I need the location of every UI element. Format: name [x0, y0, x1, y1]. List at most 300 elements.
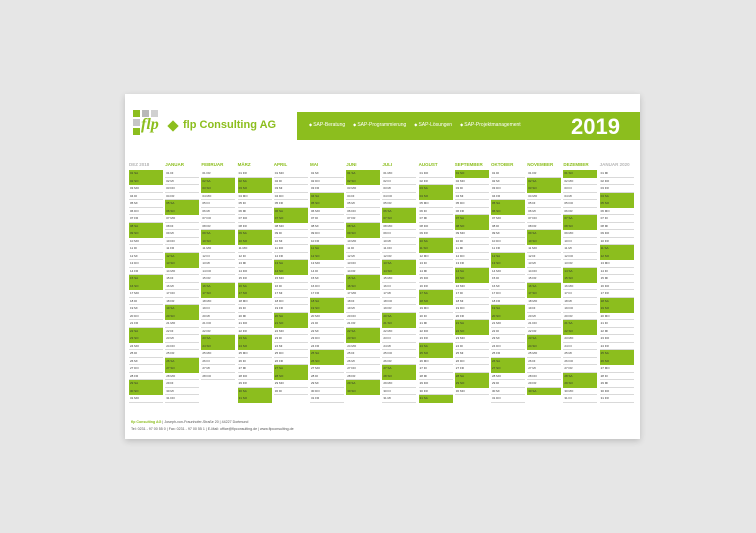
- day-row: 27 SA: [382, 365, 416, 373]
- day-row: 18 SA: [310, 298, 344, 306]
- day-row: 15 SA: [129, 275, 163, 283]
- day-row: 01 SA: [129, 170, 163, 178]
- day-row: 16 FR: [419, 283, 453, 291]
- day-row: 09 FR: [419, 230, 453, 238]
- day-row: 09 MO: [455, 230, 489, 238]
- day-row: 20 DO: [346, 313, 380, 321]
- day-row: 21 MO: [491, 320, 525, 328]
- day-row: 18 FR: [491, 298, 525, 306]
- day-row: 15 DO: [419, 275, 453, 283]
- day-row: 05 SA: [165, 200, 199, 208]
- day-row: 16 SO: [129, 283, 163, 291]
- day-row: 03 MI: [274, 185, 308, 193]
- day-row: 15 SO: [455, 275, 489, 283]
- day-row: 03 SA: [419, 185, 453, 193]
- day-row: 02 SA: [201, 178, 235, 186]
- day-row: 05 DO: [563, 200, 597, 208]
- day-row: 05 DO: [455, 200, 489, 208]
- service-item: ◆ SAP-Projektmanagement: [460, 122, 521, 128]
- day-row: 27 MO: [600, 365, 634, 373]
- day-row: 23 FR: [419, 335, 453, 343]
- month-column: [419, 162, 453, 402]
- day-row: 25 DO: [274, 350, 308, 358]
- day-row: 18 MO: [238, 298, 272, 306]
- day-row: 22 FR: [201, 328, 235, 336]
- day-row: 27 SA: [274, 365, 308, 373]
- day-row: 04 DO: [382, 193, 416, 201]
- month-column: [527, 162, 561, 402]
- month-column: [165, 162, 199, 402]
- day-row: 19 SA: [491, 305, 525, 313]
- footer-address: [131, 420, 248, 424]
- day-row: 31 SO: [238, 395, 272, 403]
- day-row: 06 DI: [419, 208, 453, 216]
- day-row: 28 FR: [129, 373, 163, 381]
- day-row: 26 SA: [165, 358, 199, 366]
- day-row: 24 MO: [129, 343, 163, 351]
- day-row: 29 SA: [346, 380, 380, 388]
- day-row: 05 SO: [310, 200, 344, 208]
- day-row: 06 MI: [238, 208, 272, 216]
- day-row: 15 SO: [563, 275, 597, 283]
- day-row: 15 MI: [310, 275, 344, 283]
- day-row: 29 FR: [238, 380, 272, 388]
- day-row: 28 FR: [346, 373, 380, 381]
- day-row: 19 SA: [165, 305, 199, 313]
- day-row: 14 SO: [274, 268, 308, 276]
- day-row: 13 SA: [382, 260, 416, 268]
- day-row: 18 MI: [455, 298, 489, 306]
- day-row: 02 MO: [563, 178, 597, 186]
- day-row: 24 SA: [419, 343, 453, 351]
- day-row: 11 SO: [419, 245, 453, 253]
- day-row: 10 SO: [201, 238, 235, 246]
- month-column: [310, 162, 344, 402]
- day-row: 15 MO: [382, 275, 416, 283]
- day-row: 20 SO: [165, 313, 199, 321]
- day-row: 03 DI: [455, 185, 489, 193]
- day-row: 03 MO: [346, 185, 380, 193]
- day-row: 07 FR: [346, 215, 380, 223]
- month-header: JANUAR 2020: [599, 162, 630, 167]
- day-row: 17 FR: [310, 290, 344, 298]
- day-row: 01 FR: [527, 170, 561, 178]
- day-row: 13 DO: [346, 260, 380, 268]
- day-row: 23 DI: [274, 335, 308, 343]
- day-row: 17 SO: [238, 290, 272, 298]
- day-row: 14 FR: [129, 268, 163, 276]
- day-row: 27 MI: [527, 365, 561, 373]
- day-row: 13 SO: [165, 260, 199, 268]
- day-row: 20 FR: [455, 313, 489, 321]
- day-row: 09 MO: [563, 230, 597, 238]
- day-row: 11 DI: [129, 245, 163, 253]
- day-row: 05 FR: [382, 200, 416, 208]
- day-row: 04 MI: [455, 193, 489, 201]
- day-row: 20 DO: [129, 313, 163, 321]
- day-row: 02 SA: [238, 178, 272, 186]
- day-row: 17 FR: [600, 290, 634, 298]
- day-row: 06 MO: [600, 208, 634, 216]
- day-row: 23 SA: [201, 335, 235, 343]
- day-row: 26 FR: [382, 358, 416, 366]
- day-row: 31 DO: [165, 395, 199, 403]
- day-row: 03 DO: [165, 185, 199, 193]
- day-row: 02 MO: [455, 178, 489, 186]
- day-row: 27 DO: [346, 365, 380, 373]
- day-row: 10 MI: [382, 238, 416, 246]
- day-row: 26 DI: [201, 358, 235, 366]
- month-header: DEZ 2018: [129, 162, 150, 167]
- day-row: 30 MI: [491, 388, 525, 396]
- diamond-icon: [167, 120, 178, 131]
- day-row: 21 FR: [346, 320, 380, 328]
- day-row: 25 DI: [129, 350, 163, 358]
- day-row: 21 SA: [455, 320, 489, 328]
- day-row: 12 SA: [165, 253, 199, 261]
- day-row: 30 MI: [165, 388, 199, 396]
- month-header: SEPTEMBER: [454, 162, 483, 167]
- day-row: 11 SA: [310, 245, 344, 253]
- day-row: 09 MI: [491, 230, 525, 238]
- day-row: 02 MI: [165, 178, 199, 186]
- day-row: 01 MO: [274, 170, 308, 178]
- day-row: 15 FR: [201, 275, 235, 283]
- day-row: 26 FR: [274, 358, 308, 366]
- day-row: 28 MO: [165, 373, 199, 381]
- footer-company: flp Consulting AG: [131, 420, 162, 424]
- day-row: 07 MO: [165, 215, 199, 223]
- day-row: 14 DO: [527, 268, 561, 276]
- day-row: 29 MO: [382, 380, 416, 388]
- day-row: 22 SO: [563, 328, 597, 336]
- day-row: 10 DO: [491, 238, 525, 246]
- day-row: 14 SA: [455, 268, 489, 276]
- day-row: 05 DI: [201, 200, 235, 208]
- day-row: 09 SA: [527, 230, 561, 238]
- day-row: 12 DI: [238, 253, 272, 261]
- day-row: 05 SA: [491, 200, 525, 208]
- day-row: 14 DI: [310, 268, 344, 276]
- day-row: 21 MO: [165, 320, 199, 328]
- day-row: 26 DI: [238, 358, 272, 366]
- month-header: NOVEMBER: [527, 162, 554, 167]
- day-row: 24 MI: [274, 343, 308, 351]
- day-row: 23 MO: [455, 335, 489, 343]
- day-row: 29 DI: [165, 380, 199, 388]
- day-row: 17 DI: [563, 290, 597, 298]
- day-row: 04 DO: [274, 193, 308, 201]
- day-row: 04 MI: [563, 193, 597, 201]
- day-row: 18 SA: [600, 298, 634, 306]
- day-row: 14 SO: [382, 268, 416, 276]
- day-row: 30 MO: [455, 388, 489, 396]
- day-row: 29 SO: [455, 380, 489, 388]
- day-row: 01 SO: [455, 170, 489, 178]
- day-row: 13 MI: [527, 260, 561, 268]
- day-row: 03 SO: [201, 185, 235, 193]
- day-row: 06 SO: [165, 208, 199, 216]
- day-row: 09 SA: [238, 230, 272, 238]
- day-row: 06 MI: [527, 208, 561, 216]
- day-row: 05 SO: [600, 200, 634, 208]
- day-row: 01 MI: [310, 170, 344, 178]
- day-row: 06 SO: [491, 208, 525, 216]
- day-row: 08 MO: [382, 223, 416, 231]
- day-row: 14 DO: [201, 268, 235, 276]
- day-row: 19 SO: [600, 305, 634, 313]
- day-row: 10 SO: [238, 238, 272, 246]
- day-row: 25 FR: [165, 350, 199, 358]
- day-row: 22 MI: [600, 328, 634, 336]
- day-row: 01 SO: [563, 170, 597, 178]
- month-header: JUNI: [346, 162, 357, 167]
- day-row: 30 SA: [238, 388, 272, 396]
- day-row: 30 DO: [310, 388, 344, 396]
- day-row: 19 MO: [419, 305, 453, 313]
- day-row: 30 DI: [382, 388, 416, 396]
- day-row: 17 SO: [201, 290, 235, 298]
- month-column: [491, 162, 525, 402]
- day-row: 22 FR: [238, 328, 272, 336]
- day-row: 03 SO: [238, 185, 272, 193]
- day-row: 25 MO: [201, 350, 235, 358]
- day-row: 20 MI: [201, 313, 235, 321]
- day-row: 03 FR: [310, 185, 344, 193]
- day-row: 21 SO: [382, 320, 416, 328]
- day-row: 19 DI: [527, 305, 561, 313]
- service-item: ◆ SAP-Beratung: [309, 122, 345, 128]
- day-row: 23 SO: [129, 335, 163, 343]
- day-row: 08 DO: [419, 223, 453, 231]
- day-row: 15 DI: [491, 275, 525, 283]
- day-row: 01 MO: [382, 170, 416, 178]
- day-row: 17 SO: [527, 290, 561, 298]
- day-row: 02 DI: [382, 178, 416, 186]
- day-row: 26 DO: [455, 358, 489, 366]
- day-row: 26 MI: [129, 358, 163, 366]
- month-header: JULI: [382, 162, 393, 167]
- day-row: 04 FR: [491, 193, 525, 201]
- day-row: 07 MI: [419, 215, 453, 223]
- day-row: 21 DO: [527, 320, 561, 328]
- day-row: 07 SO: [274, 215, 308, 223]
- day-row: 23 DI: [382, 335, 416, 343]
- day-row: 08 MI: [600, 223, 634, 231]
- day-row: 25 MI: [563, 350, 597, 358]
- day-row: 03 DO: [491, 185, 525, 193]
- day-row: 13 SO: [491, 260, 525, 268]
- day-row: 26 SO: [600, 358, 634, 366]
- month-header: FEBRUAR: [201, 162, 224, 167]
- day-row: 31 MO: [129, 395, 163, 403]
- day-row: 06 DO: [129, 208, 163, 216]
- day-row: 11 MO: [201, 245, 235, 253]
- day-row: 29 SA: [129, 380, 163, 388]
- day-row: 15 MI: [600, 275, 634, 283]
- day-row: 13 FR: [455, 260, 489, 268]
- day-row: 22 SA: [129, 328, 163, 336]
- day-row: 20 MI: [527, 313, 561, 321]
- day-row: 10 FR: [600, 238, 634, 246]
- footer-contact: Tel: 0231 - 97 00 55 0 | Fax: 0231 - 97 00 55 1 | E-Mail: office@flpconsulting.de | www.flpconsulting.de: [131, 427, 294, 431]
- day-row: 15 FR: [527, 275, 561, 283]
- month-column: [600, 162, 634, 402]
- day-row: 16 MO: [563, 283, 597, 291]
- day-row: 19 SO: [310, 305, 344, 313]
- day-row: 01 FR: [201, 170, 235, 178]
- day-row: 12 FR: [274, 253, 308, 261]
- day-row: 21 MI: [419, 320, 453, 328]
- day-row: 10 MI: [274, 238, 308, 246]
- day-row: 02 SO: [346, 178, 380, 186]
- day-row: 15 DI: [165, 275, 199, 283]
- day-row: 19 FR: [274, 305, 308, 313]
- day-row: 16 SA: [527, 283, 561, 291]
- day-row: 16 SO: [346, 283, 380, 291]
- day-row: 11 FR: [491, 245, 525, 253]
- day-row: 17 MO: [129, 290, 163, 298]
- day-row: 12 DO: [455, 253, 489, 261]
- day-row: 28 SO: [382, 373, 416, 381]
- day-row: 18 MO: [201, 298, 235, 306]
- month-column: [563, 162, 597, 402]
- day-row: 27 SO: [491, 365, 525, 373]
- day-row: 04 SO: [419, 193, 453, 201]
- day-row: 04 SA: [310, 193, 344, 201]
- month-column: [201, 162, 235, 402]
- day-row: 20 MO: [310, 313, 344, 321]
- day-row: 27 SO: [165, 365, 199, 373]
- header-banner: [297, 112, 640, 140]
- day-row: 16 DI: [382, 283, 416, 291]
- day-row: 18 MI: [563, 298, 597, 306]
- day-row: 26 SA: [491, 358, 525, 366]
- day-row: 31 DI: [563, 395, 597, 403]
- day-row: 09 DO: [600, 230, 634, 238]
- day-row: 03 MI: [382, 185, 416, 193]
- day-row: 13 MI: [201, 260, 235, 268]
- day-row: 06 FR: [455, 208, 489, 216]
- day-row: 26 DI: [527, 358, 561, 366]
- day-row: 17 MI: [382, 290, 416, 298]
- day-row: 16 SA: [201, 283, 235, 291]
- day-row: 30 SO: [129, 388, 163, 396]
- day-row: 28 DI: [600, 373, 634, 381]
- day-row: 05 MO: [419, 200, 453, 208]
- month-column: [129, 162, 163, 402]
- day-row: 07 DO: [201, 215, 235, 223]
- day-row: 03 FR: [600, 185, 634, 193]
- day-row: 11 MI: [455, 245, 489, 253]
- day-row: 21 FR: [129, 320, 163, 328]
- day-row: 31 MI: [382, 395, 416, 403]
- day-row: 05 MI: [346, 200, 380, 208]
- day-row: 13 MI: [238, 260, 272, 268]
- day-row: 28 MI: [419, 373, 453, 381]
- day-row: 21 SA: [563, 320, 597, 328]
- day-row: 18 DI: [346, 298, 380, 306]
- day-row: 10 SO: [527, 238, 561, 246]
- day-row: 25 SA: [600, 350, 634, 358]
- day-row: 19 MI: [129, 305, 163, 313]
- day-row: 05 MI: [129, 200, 163, 208]
- day-row: 18 FR: [165, 298, 199, 306]
- day-row: 20 SO: [491, 313, 525, 321]
- day-row: 05 DI: [527, 200, 561, 208]
- day-row: 30 DI: [274, 388, 308, 396]
- day-row: 10 SA: [419, 238, 453, 246]
- day-row: 24 SO: [238, 343, 272, 351]
- day-row: 07 DO: [238, 215, 272, 223]
- day-row: 01 DI: [165, 170, 199, 178]
- day-row: 19 DI: [201, 305, 235, 313]
- day-row: 31 SA: [419, 395, 453, 403]
- day-row: 25 MO: [527, 350, 561, 358]
- day-row: 28 SO: [274, 373, 308, 381]
- day-row: 25 MO: [238, 350, 272, 358]
- day-row: 26 MO: [419, 358, 453, 366]
- day-row: 10 DO: [165, 238, 199, 246]
- day-row: 11 DI: [346, 245, 380, 253]
- day-row: 30 SO: [346, 388, 380, 396]
- day-row: 20 FR: [563, 313, 597, 321]
- month-header: DEZEMBER: [563, 162, 589, 167]
- day-row: 03 DI: [563, 185, 597, 193]
- day-row: 27 MO: [310, 365, 344, 373]
- day-row: 12 SO: [600, 253, 634, 261]
- day-row: 26 MI: [346, 358, 380, 366]
- day-row: 09 SO: [346, 230, 380, 238]
- day-row: 08 MI: [310, 223, 344, 231]
- month-header: OKTOBER: [491, 162, 514, 167]
- day-row: 29 FR: [527, 380, 561, 388]
- day-row: 26 DO: [563, 358, 597, 366]
- day-row: 29 SO: [563, 380, 597, 388]
- day-row: 19 FR: [382, 305, 416, 313]
- day-row: 08 SA: [346, 223, 380, 231]
- day-row: 23 SO: [346, 335, 380, 343]
- day-row: 14 MO: [165, 268, 199, 276]
- day-row: 28 DI: [310, 373, 344, 381]
- day-row: 21 DO: [201, 320, 235, 328]
- day-row: 28 DO: [238, 373, 272, 381]
- day-row: 08 FR: [238, 223, 272, 231]
- day-row: 08 SA: [129, 223, 163, 231]
- day-row: 27 FR: [563, 365, 597, 373]
- day-row: 16 DO: [310, 283, 344, 291]
- day-row: 13 DI: [419, 260, 453, 268]
- day-row: 02 SA: [527, 178, 561, 186]
- day-row: 25 DI: [346, 350, 380, 358]
- day-row: 27 MI: [201, 365, 235, 373]
- day-row: 06 SA: [274, 208, 308, 216]
- day-row: 08 FR: [527, 223, 561, 231]
- day-row: 11 DO: [274, 245, 308, 253]
- month-column: [346, 162, 380, 402]
- day-row: 17 MO: [346, 290, 380, 298]
- day-row: 22 DI: [165, 328, 199, 336]
- day-row: 17 DI: [455, 290, 489, 298]
- day-row: 20 MO: [600, 313, 634, 321]
- day-row: 24 FR: [600, 343, 634, 351]
- day-row: 11 SA: [600, 245, 634, 253]
- day-row: 25 FR: [491, 350, 525, 358]
- day-row: 07 DI: [600, 215, 634, 223]
- day-row: 15 MO: [274, 275, 308, 283]
- day-row: 23 MO: [563, 335, 597, 343]
- day-row: 11 DO: [382, 245, 416, 253]
